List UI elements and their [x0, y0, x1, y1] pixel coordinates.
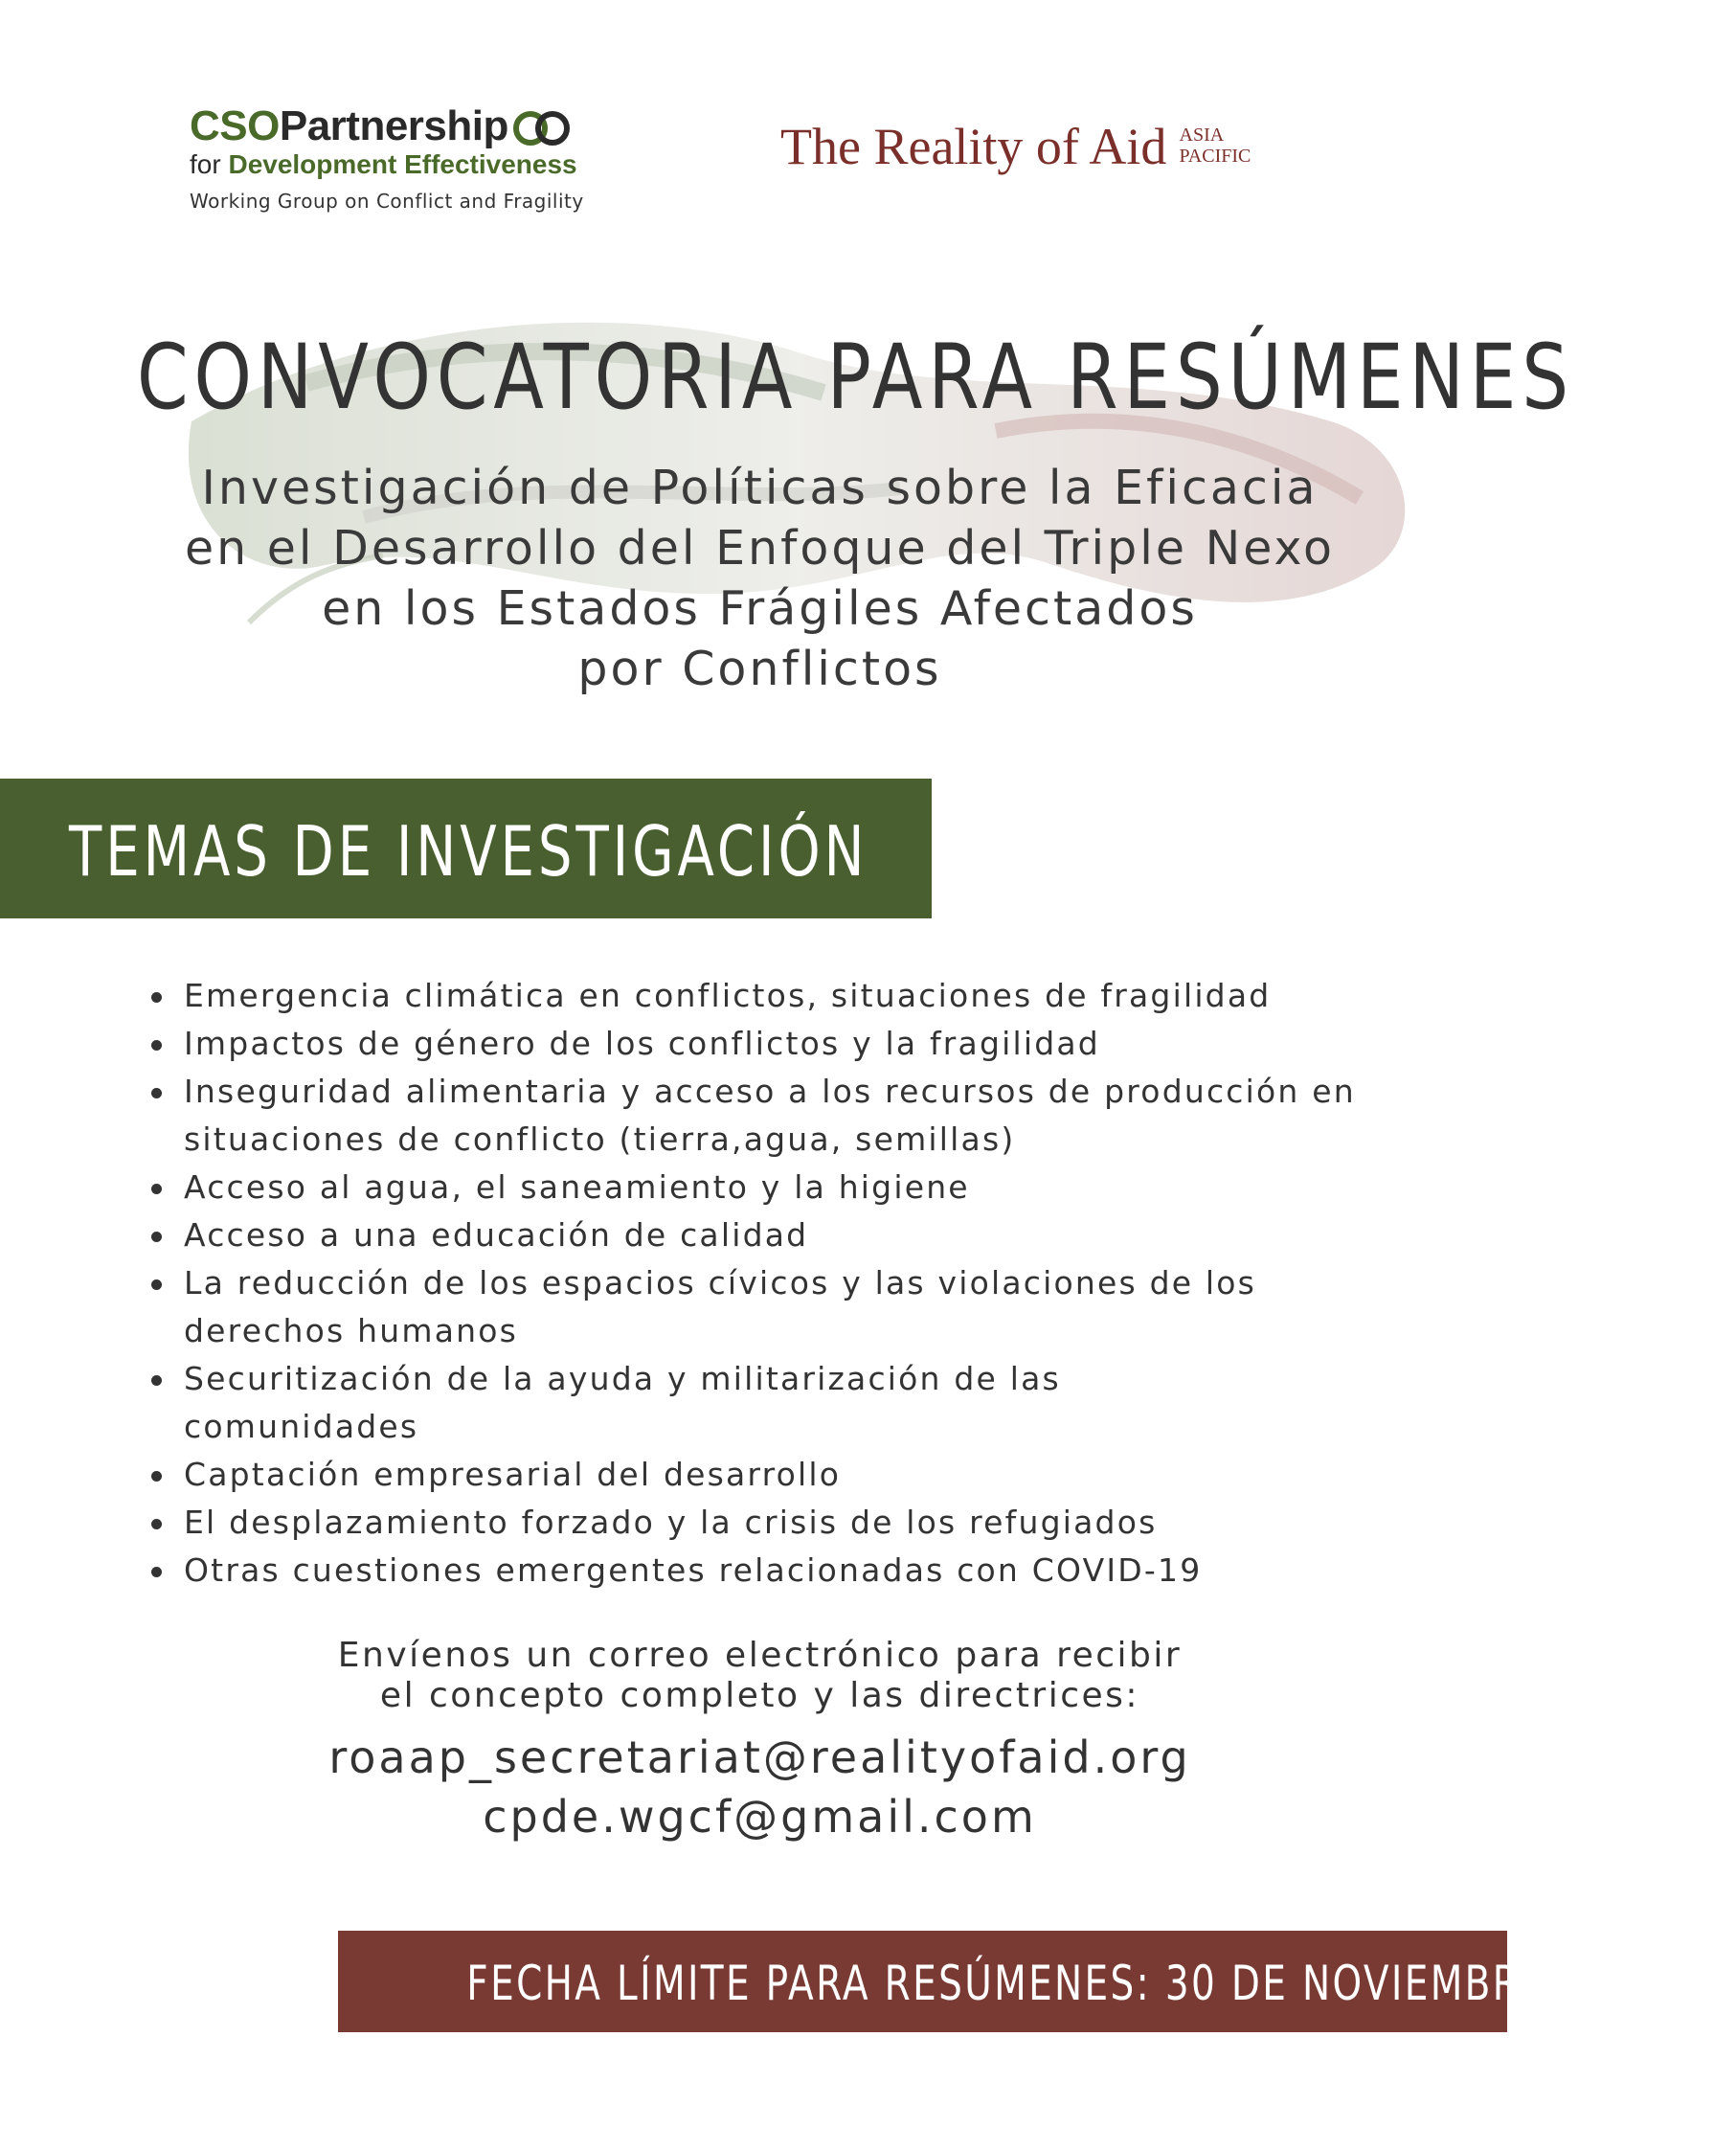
roa-region-line2: PACIFIC [1179, 146, 1251, 167]
page-subtitle [0, 458, 1520, 699]
section-heading-band [0, 779, 932, 918]
list-item-text: Securitización de la ayuda y militarización de las comunidades [184, 1360, 1061, 1445]
email-address-roaap: roaap_secretariat@realityofaid.org [328, 1731, 1191, 1783]
list-item [144, 972, 1417, 1020]
page-title: CONVOCATORIA PARA RESÚMENES [136, 326, 1574, 430]
cso-working-group: Working Group on Conflict and Fragility [190, 190, 584, 214]
list-item-text: Impactos de género de los conflictos y la fragilidad [184, 1025, 1100, 1062]
list-item [144, 1211, 1417, 1259]
bullet-icon [151, 1040, 162, 1051]
bullet-icon [151, 1184, 162, 1194]
cso-tagline-for: for [190, 149, 229, 180]
roa-logo-region [1180, 124, 1251, 167]
bullet-icon [151, 1088, 162, 1098]
bullet-icon [151, 1232, 162, 1242]
list-item-text: Otras cuestiones emergentes relacionadas con COVID-19 [184, 1551, 1203, 1589]
bullet-icon [151, 1375, 162, 1386]
list-item [144, 1499, 1417, 1547]
cso-partnership-logo [190, 102, 688, 214]
list-item-text: Captación empresarial del desarrollo [184, 1456, 842, 1493]
cso-logo-wordmark [190, 102, 688, 149]
list-item-text: Acceso a una educación de calidad [184, 1216, 809, 1254]
roa-logo-name: The Reality of Aid [780, 118, 1167, 175]
subtitle-line: en el Desarrollo del Enfoque del Triple Nexo [184, 521, 1335, 576]
subtitle-line: Investigación de Políticas sobre la Eficacia [201, 461, 1319, 515]
list-item [144, 1068, 1362, 1164]
cso-tagline-text: Development Effectiveness [228, 149, 577, 180]
subtitle-line: en los Estados Frágiles Afectados [322, 581, 1198, 636]
list-item-text: El desplazamiento forzado y la crisis de los refugiados [184, 1504, 1158, 1541]
email-address-cpde: cpde.wgcf@gmail.com [483, 1791, 1037, 1843]
list-item [144, 1259, 1362, 1355]
contact-text-line2: el concepto completo y las directrices: [379, 1676, 1140, 1715]
section-heading: TEMAS DE INVESTIGACIÓN [69, 811, 868, 892]
contact-section [0, 1636, 1520, 1846]
list-item [144, 1020, 1417, 1068]
list-item-text: Inseguridad alimentaria y acceso a los recursos de producción en situaciones de conflicto (tierra,agua, semillas) [184, 1073, 1356, 1158]
bullet-icon [151, 1279, 162, 1290]
reality-of-aid-logo [780, 117, 1251, 176]
list-item-text: Emergencia climática en conflictos, situaciones de fragilidad [184, 977, 1272, 1014]
cso-logo-tagline [190, 149, 688, 180]
cso-logo-part2: Partnership [279, 102, 508, 149]
topics-list [144, 972, 1417, 1595]
list-item-text: Acceso al agua, el saneamiento y la higiene [184, 1168, 970, 1206]
list-item [144, 1164, 1417, 1211]
bullet-icon [151, 992, 162, 1003]
list-item [144, 1355, 1218, 1451]
deadline-text: FECHA LÍMITE PARA RESÚMENES: 30 DE NOVIEMBRE DE 2020 [466, 1956, 1736, 2011]
subtitle-line: por Conflictos [577, 642, 942, 696]
bullet-icon [151, 1471, 162, 1482]
contact-text-line1: Envíenos un correo electrónico para recibir [337, 1636, 1183, 1675]
list-item-text: La reducción de los espacios cívicos y las violaciones de los derechos humanos [184, 1264, 1257, 1349]
bullet-icon [151, 1567, 162, 1577]
roa-region-line1: ASIA [1179, 124, 1225, 146]
cso-logo-part1: CSO [190, 102, 280, 149]
list-item [144, 1451, 1417, 1499]
linked-rings-icon [510, 109, 574, 147]
list-item [144, 1547, 1417, 1595]
bullet-icon [151, 1519, 162, 1529]
deadline-band [338, 1931, 1736, 2032]
